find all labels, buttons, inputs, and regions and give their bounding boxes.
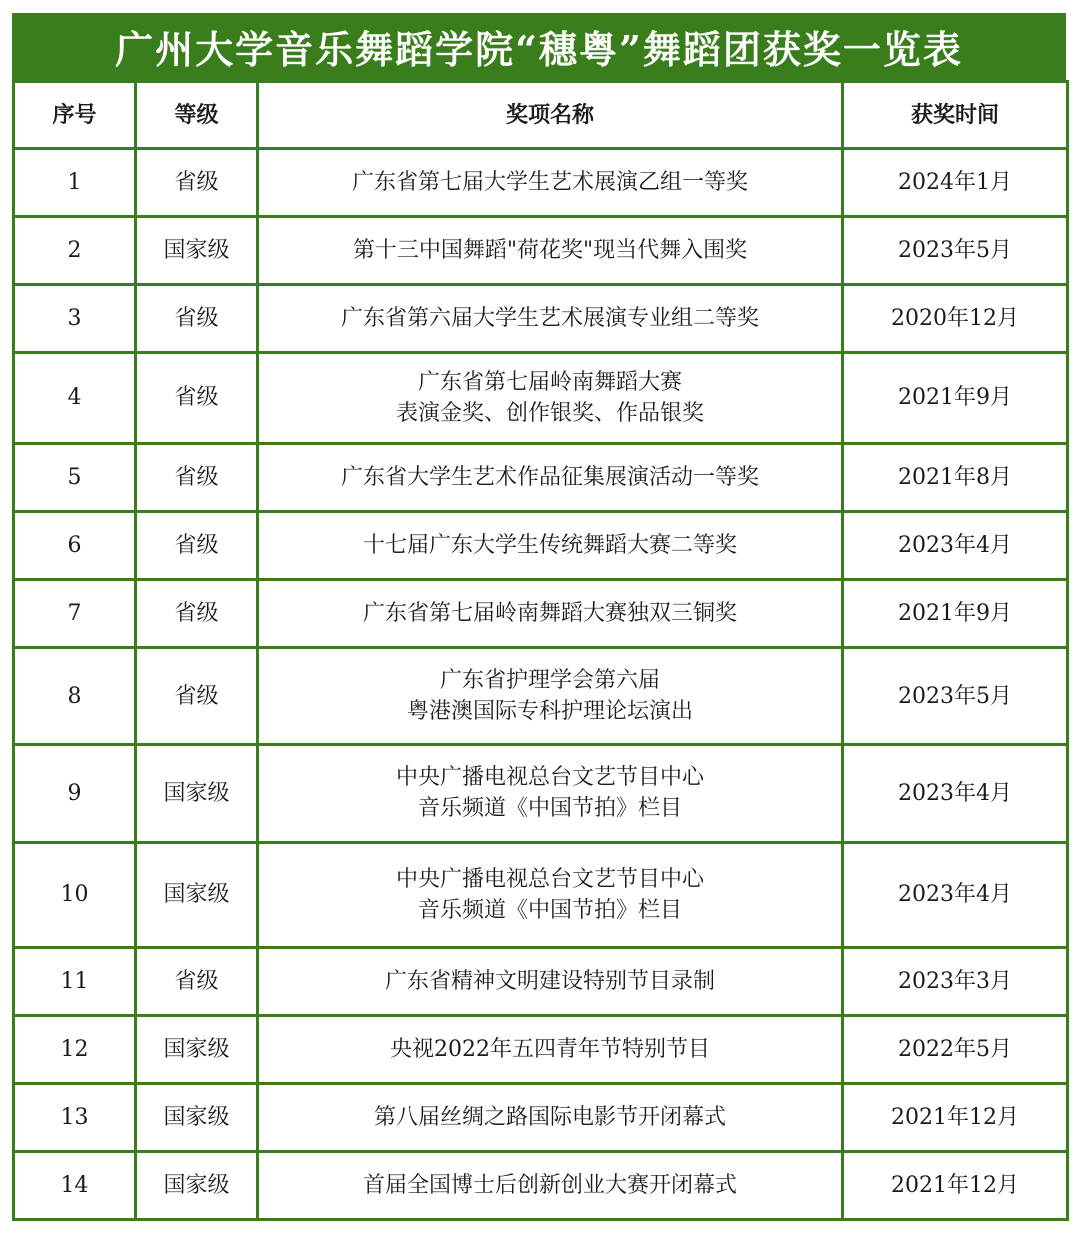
row-number: 13 [14, 1083, 136, 1151]
table-row [14, 579, 1068, 647]
row-number: 7 [14, 579, 136, 647]
row-award [258, 216, 843, 284]
award-line: 央视2022年五四青年节特别节目 [390, 1036, 710, 1062]
award-line: 第八届丝绸之路国际电影节开闭幕式 [373, 1104, 726, 1130]
awards-sheet [12, 13, 1066, 1221]
row-level: 省级 [136, 149, 258, 217]
row-date: 2021年12月 [843, 1083, 1068, 1151]
row-date: 2021年8月 [843, 444, 1068, 512]
row-date: 2020年12月 [843, 284, 1068, 352]
row-award [258, 444, 843, 512]
award-line: 中央广播电视总台文艺节目中心 [395, 866, 704, 892]
award-line: 音乐频道《中国节拍》栏目 [417, 897, 682, 923]
row-date: 2021年9月 [843, 352, 1068, 443]
row-level: 国家级 [136, 216, 258, 284]
award-line: 表演金奖、创作银奖、作品银奖 [395, 400, 704, 426]
table-row [14, 1151, 1068, 1219]
award-line: 第十三中国舞蹈"荷花奖"现当代舞入围奖 [352, 237, 748, 263]
row-date: 2023年4月 [843, 512, 1068, 580]
row-award [258, 284, 843, 352]
row-number: 12 [14, 1016, 136, 1084]
row-number: 4 [14, 352, 136, 443]
header-level: 等级 [136, 82, 258, 149]
award-line: 广东省护理学会第六届 [439, 668, 660, 694]
table-row [14, 745, 1068, 842]
table-row [14, 842, 1068, 947]
row-number: 9 [14, 745, 136, 842]
header-date: 获奖时间 [843, 82, 1068, 149]
award-line: 广东省第七届岭南舞蹈大赛 [417, 369, 682, 395]
row-level: 国家级 [136, 842, 258, 947]
row-number: 1 [14, 149, 136, 217]
row-level: 省级 [136, 579, 258, 647]
row-number: 8 [14, 647, 136, 744]
row-number: 11 [14, 948, 136, 1016]
row-award [258, 948, 843, 1016]
award-line: 十七届广东大学生传统舞蹈大赛二等奖 [362, 532, 737, 558]
awards-table [12, 80, 1069, 1221]
table-row [14, 1083, 1068, 1151]
award-line: 中央广播电视总台文艺节目中心 [395, 765, 704, 791]
table-row [14, 444, 1068, 512]
row-award [258, 512, 843, 580]
table-row [14, 512, 1068, 580]
award-line: 首届全国博士后创新创业大赛开闭幕式 [362, 1172, 737, 1198]
row-award [258, 579, 843, 647]
award-line: 粤港澳国际专科护理论坛演出 [406, 699, 693, 725]
award-line: 广东省精神文明建设特别节目录制 [384, 969, 715, 995]
row-award [258, 1151, 843, 1219]
row-award [258, 647, 843, 744]
row-award [258, 1083, 843, 1151]
header-no: 序号 [14, 82, 136, 149]
row-level: 省级 [136, 444, 258, 512]
table-title: 广州大学音乐舞蹈学院“穗粤”舞蹈团获奖一览表 [115, 27, 963, 72]
award-line: 广东省第七届大学生艺术展演乙组一等奖 [351, 169, 748, 195]
row-number: 2 [14, 216, 136, 284]
row-level: 国家级 [136, 745, 258, 842]
row-level: 省级 [136, 948, 258, 1016]
row-number: 14 [14, 1151, 136, 1219]
table-row [14, 284, 1068, 352]
header-award: 奖项名称 [258, 82, 843, 149]
table-body [14, 149, 1068, 1220]
header-row [14, 82, 1068, 149]
row-level: 省级 [136, 284, 258, 352]
row-award [258, 842, 843, 947]
row-date: 2023年4月 [843, 842, 1068, 947]
award-line: 广东省第六届大学生艺术展演专业组二等奖 [340, 305, 759, 331]
row-award [258, 1016, 843, 1084]
table-row [14, 149, 1068, 217]
row-date: 2023年3月 [843, 948, 1068, 1016]
row-date: 2023年4月 [843, 745, 1068, 842]
table-row [14, 1016, 1068, 1084]
row-date: 2024年1月 [843, 149, 1068, 217]
row-date: 2022年5月 [843, 1016, 1068, 1084]
row-level: 国家级 [136, 1083, 258, 1151]
row-date: 2023年5月 [843, 216, 1068, 284]
row-date: 2021年12月 [843, 1151, 1068, 1219]
table-row [14, 948, 1068, 1016]
award-line: 广东省第七届岭南舞蹈大赛独双三铜奖 [362, 600, 737, 626]
award-line: 广东省大学生艺术作品征集展演活动一等奖 [340, 465, 759, 491]
row-award [258, 352, 843, 443]
row-level: 国家级 [136, 1016, 258, 1084]
table-row [14, 352, 1068, 443]
row-award [258, 149, 843, 217]
row-number: 5 [14, 444, 136, 512]
row-number: 6 [14, 512, 136, 580]
row-level: 省级 [136, 512, 258, 580]
table-row [14, 216, 1068, 284]
award-line: 音乐频道《中国节拍》栏目 [417, 796, 682, 822]
row-level: 省级 [136, 647, 258, 744]
row-date: 2021年9月 [843, 579, 1068, 647]
row-level: 国家级 [136, 1151, 258, 1219]
row-date: 2023年5月 [843, 647, 1068, 744]
table-row [14, 647, 1068, 744]
row-number: 10 [14, 842, 136, 947]
row-award [258, 745, 843, 842]
row-level: 省级 [136, 352, 258, 443]
row-number: 3 [14, 284, 136, 352]
